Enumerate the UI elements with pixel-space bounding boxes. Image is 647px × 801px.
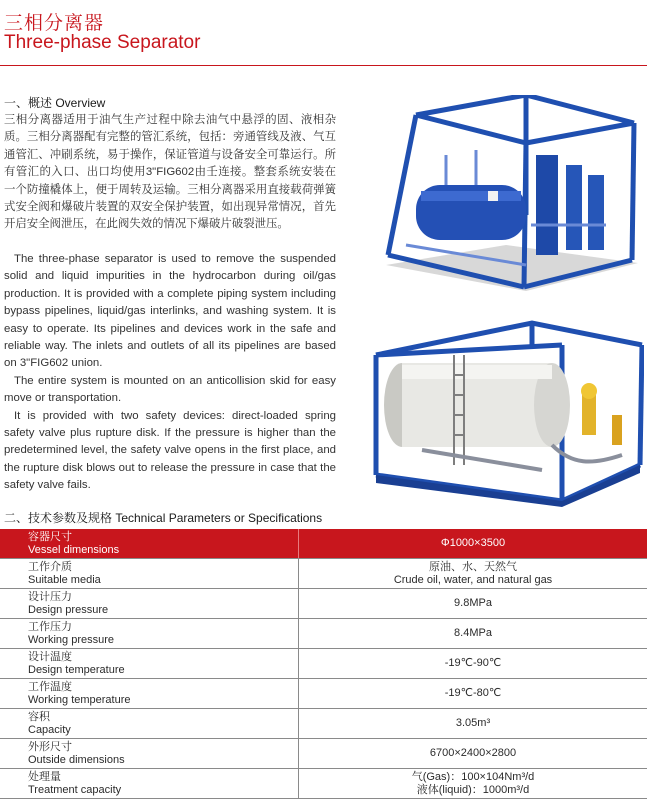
param-label-cn: 容器尺寸 bbox=[28, 530, 72, 543]
overview-en-paragraph-3: It is provided with two safety devices: direct-loaded spring safety valve plus rupture disk. If the pressure is higher than the predetermined level, the safety valve opens in the first place, and the rupture disk blows out to release the pressure in case that the safety valve fails. bbox=[4, 409, 336, 492]
params-table bbox=[0, 529, 647, 799]
param-label-cell bbox=[0, 649, 299, 679]
param-label-cn: 设计压力 bbox=[28, 590, 72, 603]
separator-photo-tank bbox=[372, 315, 644, 507]
param-value-cell bbox=[299, 679, 647, 709]
param-label-en: Working temperature bbox=[28, 693, 131, 706]
param-value-cell bbox=[299, 619, 647, 649]
param-value: 3.05m³ bbox=[455, 717, 491, 729]
overview-en-paragraph-1: The three-phase separator is used to remove the suspended solid and liquid impurities in the hydrocarbon during oil/gas production. It is provided with a complete piping system including bypass pipelines, liquid/gas interlinks, and washing system. It is easy to operate. Its pipelines and devices work in the safe and reliable way. The inlets and outlets of all its pipelines are based on 3"FIG602 union. bbox=[4, 253, 336, 370]
param-label-en: Outside dimensions bbox=[28, 753, 125, 766]
param-label-en: Treatment capacity bbox=[28, 783, 122, 796]
param-label-cell bbox=[0, 739, 299, 769]
param-label-cn: 工作温度 bbox=[28, 680, 72, 693]
title-divider bbox=[0, 65, 647, 66]
overview-cn-text bbox=[4, 112, 336, 234]
page-title-en: Three-phase Separator bbox=[4, 32, 201, 53]
param-value-cell bbox=[299, 769, 647, 799]
param-value: 液体(liquid)：1000m³/d bbox=[416, 783, 530, 796]
param-value: 原油、水、天然气 bbox=[429, 560, 517, 573]
param-value-cell bbox=[299, 589, 647, 619]
param-label-en: Design pressure bbox=[28, 603, 109, 616]
param-label-cell bbox=[0, 709, 299, 739]
param-value: 8.4MPa bbox=[454, 627, 492, 639]
param-value: 9.8MPa bbox=[454, 597, 492, 609]
param-label-en: Capacity bbox=[28, 723, 71, 736]
table-row bbox=[0, 739, 647, 769]
param-label-cell bbox=[0, 619, 299, 649]
param-label-cn: 工作压力 bbox=[28, 620, 72, 633]
overview-en-paragraph-2: The entire system is mounted on an anticollision skid for easy move or transportation. bbox=[4, 374, 336, 405]
param-label-en: Design temperature bbox=[28, 663, 125, 676]
separator-photo-skid bbox=[376, 95, 640, 295]
param-label-en: Working pressure bbox=[28, 633, 114, 646]
overview-heading: 一、概述 Overview bbox=[4, 96, 106, 110]
overview-cn-paragraph: 三相分离器适用于油气生产过程中除去油气中悬浮的固、液相杂质。三相分离器配有完整的管汇系统，包括：旁通管线及液、气互通管汇、冲刷系统，易于操作，保证管道与设备安全可靠运行。所有管汇的入口、出口均使用3"FIG602由壬连接。整套系统安装在一个防撞橇体上，便于周转及运输。三相分离器采用直接载荷弹簧式安全阀和爆破片装置的双安全保护装置，如出现异常情况，首先开启安全阀泄压，在此阀失效的情况下爆破片破裂泄压。 bbox=[4, 114, 336, 231]
table-row bbox=[0, 769, 647, 799]
param-value: -19℃-90℃ bbox=[444, 657, 502, 669]
table-row bbox=[0, 589, 647, 619]
param-value: -19℃-80℃ bbox=[444, 687, 502, 699]
param-label-en: Vessel dimensions bbox=[28, 543, 120, 556]
param-label-cn: 处理量 bbox=[28, 770, 61, 783]
param-value-cell bbox=[299, 739, 647, 769]
page-title-cn: 三相分离器 bbox=[4, 13, 105, 34]
param-value: 6700×2400×2800 bbox=[429, 747, 517, 759]
param-label-cell bbox=[0, 559, 299, 589]
param-label-cell bbox=[0, 529, 299, 559]
table-row bbox=[0, 559, 647, 589]
table-row bbox=[0, 679, 647, 709]
param-value-cell bbox=[299, 649, 647, 679]
params-heading: 二、技术参数及规格 Technical Parameters or Specifications bbox=[4, 511, 323, 525]
param-value-cell bbox=[299, 559, 647, 589]
table-row bbox=[0, 649, 647, 679]
param-label-cell bbox=[0, 589, 299, 619]
table-row bbox=[0, 709, 647, 739]
param-label-cn: 工作介质 bbox=[28, 560, 72, 573]
param-label-cell bbox=[0, 679, 299, 709]
param-value: Φ1000×3500 bbox=[440, 537, 506, 549]
param-value: Crude oil, water, and natural gas bbox=[393, 573, 553, 586]
param-label-cn: 外形尺寸 bbox=[28, 740, 72, 753]
table-row bbox=[0, 619, 647, 649]
param-value-cell bbox=[299, 709, 647, 739]
param-value: 气(Gas)：100×104Nm³/d bbox=[411, 770, 535, 783]
table-row bbox=[0, 529, 647, 559]
param-label-en: Suitable media bbox=[28, 573, 101, 586]
param-value-cell bbox=[299, 529, 647, 559]
param-label-cn: 设计温度 bbox=[28, 650, 72, 663]
param-label-cell bbox=[0, 769, 299, 799]
overview-en-text bbox=[4, 251, 336, 495]
param-label-cn: 容积 bbox=[28, 710, 50, 723]
